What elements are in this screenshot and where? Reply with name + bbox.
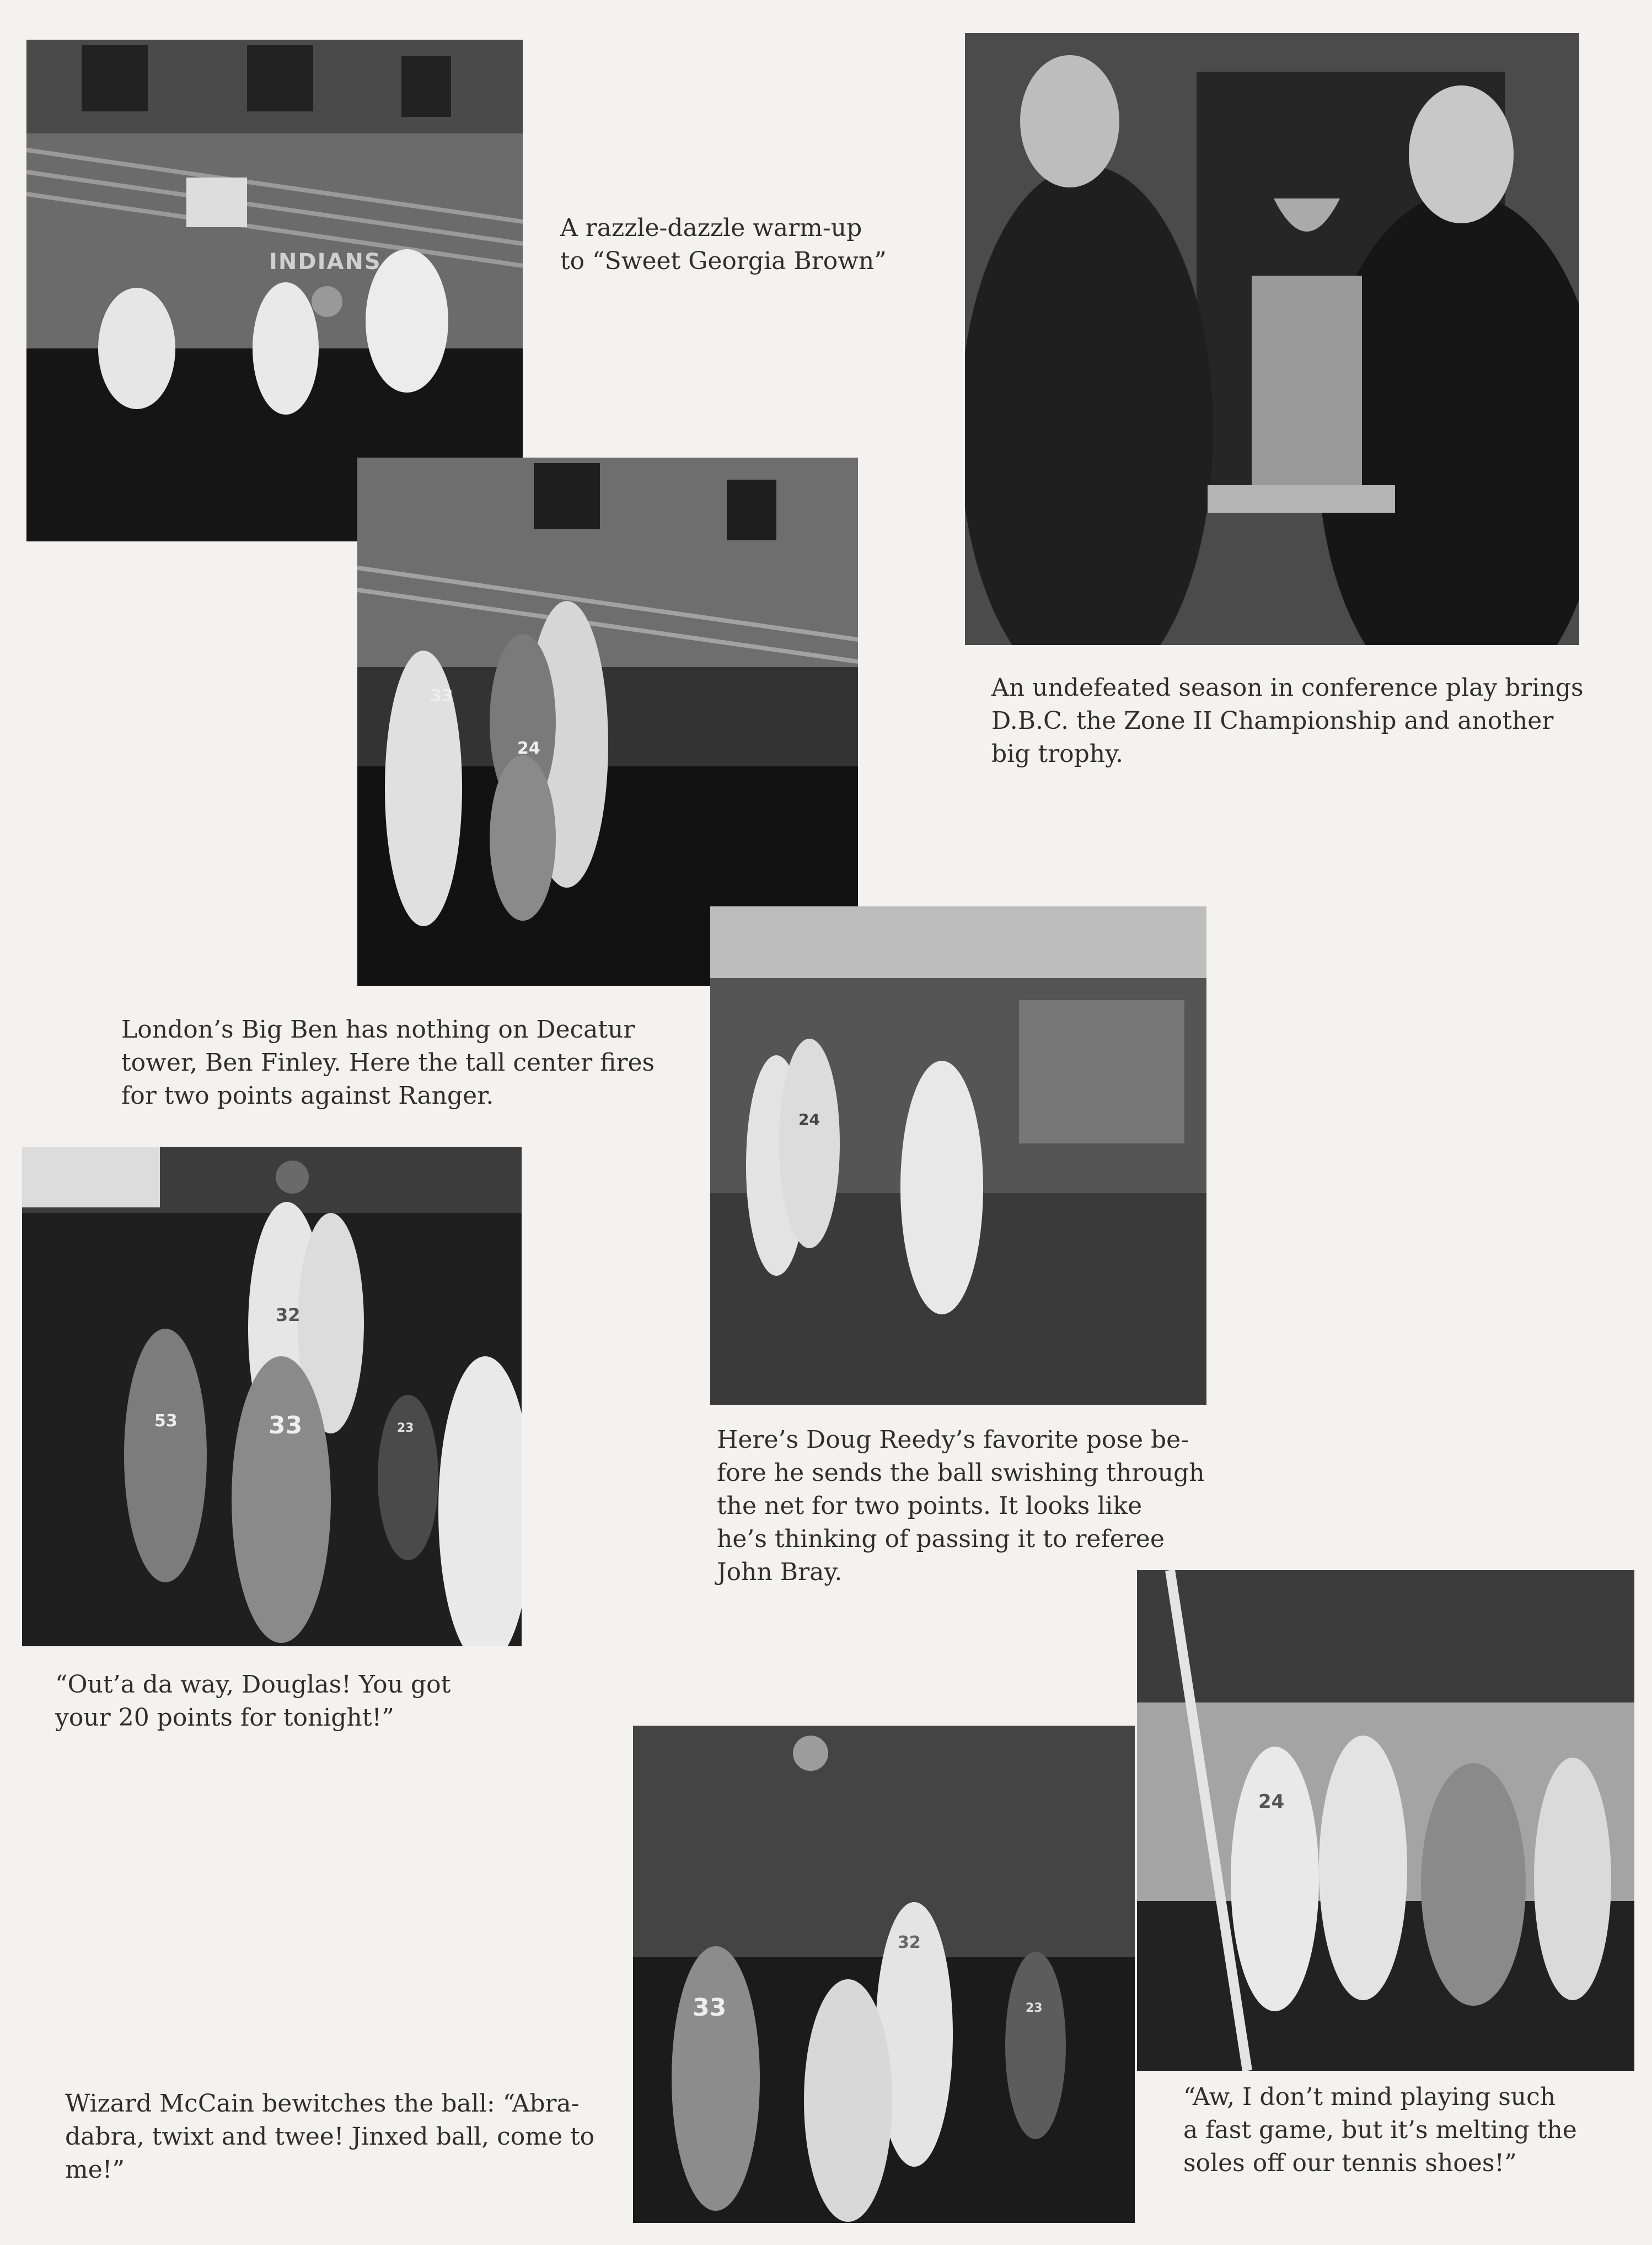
caption-douglas: “Out’a da way, Douglas! You got your 20 points for tonight!” — [55, 1671, 451, 1732]
jersey-number: 33 — [430, 686, 453, 706]
photo-bench — [1137, 1570, 1634, 2071]
jersey-number: 23 — [1026, 2001, 1043, 2015]
photo-reedy — [710, 906, 1206, 1405]
banner-text: INDIANS — [269, 249, 382, 275]
jersey-number: 32 — [276, 1304, 301, 1325]
photo-trophy — [965, 33, 1579, 645]
jersey-number: 24 — [1258, 1791, 1285, 1813]
jersey-number: 24 — [517, 739, 540, 758]
caption-reedy: Here’s Doug Reedy’s favorite pose be- fore he sends the ball swishing through the net for two points. It looks like he’s thinking of passing it to referee John Bray. — [717, 1426, 1205, 1586]
jersey-number: 53 — [154, 1411, 178, 1431]
photo-douglas — [22, 1147, 522, 1646]
jersey-number: 33 — [693, 1994, 727, 2022]
caption-bench: “Aw, I don’t mind playing such a fast game, but it’s melting the soles off our tennis shoes!” — [1183, 2083, 1577, 2177]
photo-mccain — [633, 1726, 1135, 2223]
jersey-number: 23 — [397, 1421, 414, 1435]
caption-finley: London’s Big Ben has nothing on Decatur tower, Ben Finley. Here the tall center fires for two points against Ranger. — [121, 1016, 655, 1110]
jersey-number: 33 — [269, 1411, 303, 1440]
caption-mccain: Wizard McCain bewitches the ball: “Abra- dabra, twixt and twee! Jinxed ball, come to me!” — [65, 2090, 595, 2184]
jersey-number: 24 — [798, 1110, 820, 1129]
jersey-number: 32 — [898, 1933, 921, 1952]
caption-trophy: An undefeated season in conference play brings D.B.C. the Zone II Championship and another big trophy. — [991, 674, 1584, 768]
caption-warmup: A razzle-dazzle warm-up to “Sweet Georgia Brown” — [560, 214, 887, 275]
